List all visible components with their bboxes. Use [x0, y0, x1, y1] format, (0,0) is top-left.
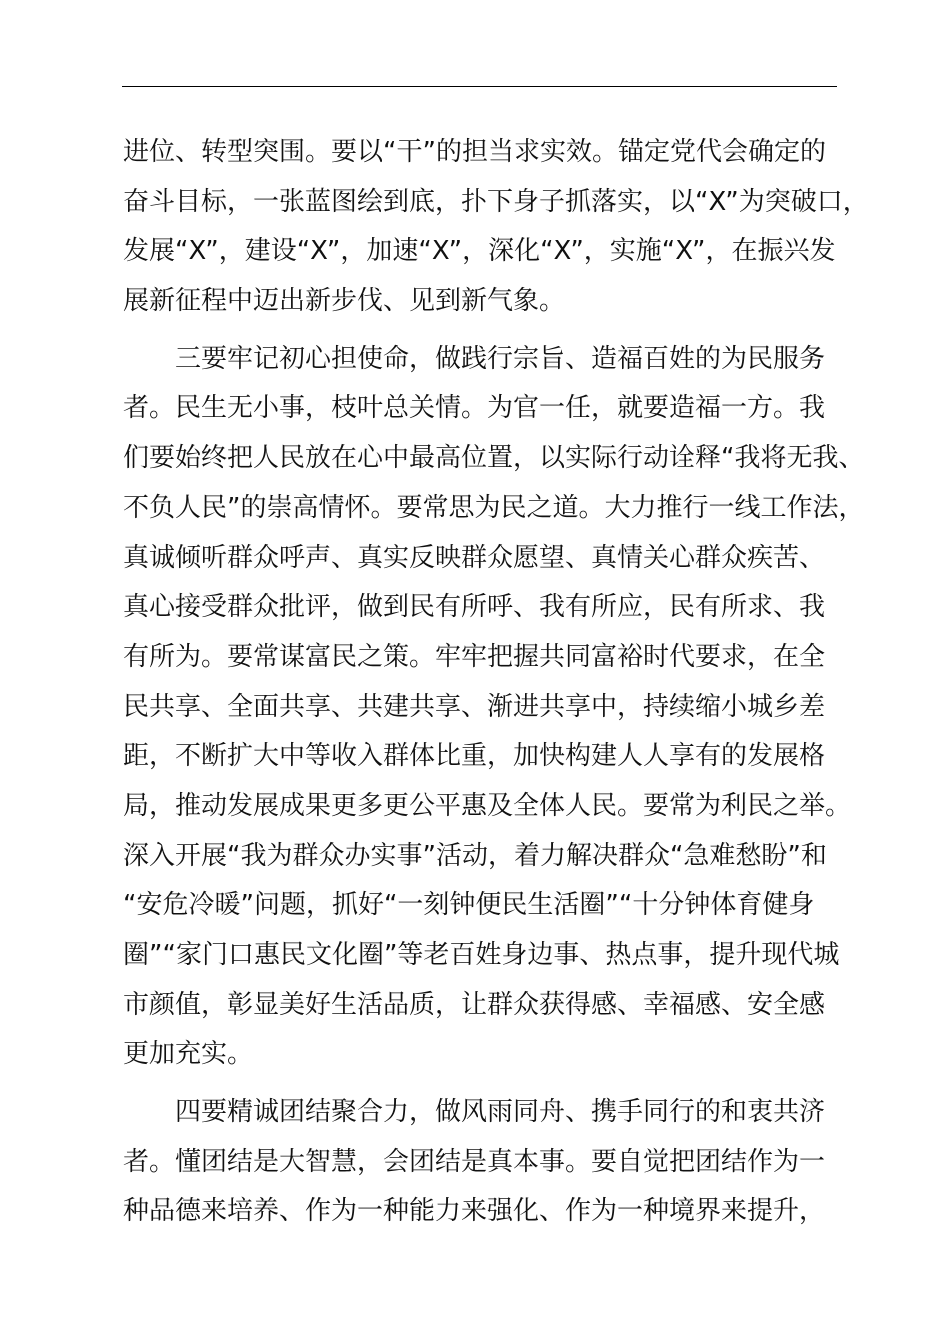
text-line: 四要精诚团结聚合力，做风雨同舟、携手同行的和衷共济	[123, 1097, 826, 1128]
text-line: 圈”“家门口惠民文化圈”等老百姓身边事、热点事，提升现代城	[123, 940, 840, 970]
text-line: 者。懂团结是大智慧，会团结是真本事。要自觉把团结作为一	[123, 1146, 826, 1177]
text-line: 们要始终把人民放在心中最高位置，以实际行动诠释“我将无我、	[123, 443, 865, 474]
text-line: “安危冷暖”问题，抓好“一刻钟便民生活圈”“十分钟体育健身	[123, 890, 815, 921]
text-line: 真诚倾听群众呼声、真实反映群众愿望、真情关心群众疾苦、	[123, 542, 826, 573]
paragraph-three	[123, 335, 865, 1080]
paragraph-continuation	[123, 128, 869, 327]
text-line: 不负人民”的崇高情怀。要常思为民之道。大力推行一线工作法，	[123, 492, 865, 523]
paragraph-gap	[123, 327, 843, 335]
text-line: 进位、转型突围。要以“干”的担当求实效。锚定党代会确定的	[123, 137, 826, 167]
text-line: 民共享、全面共享、共建共享、渐进共享中，持续缩小城乡差	[123, 691, 826, 722]
text-line: 更加充实。	[123, 1039, 254, 1070]
text-line: 三要牢记初心担使命，做践行宗旨、造福百姓的为民服务	[123, 343, 826, 374]
text-line: 者。民生无小事，枝叶总关情。为官一任，就要造福一方。我	[123, 393, 826, 424]
document-body	[123, 128, 869, 1237]
text-line: 有所为。要常谋富民之策。牢牢把握共同富裕时代要求，在全	[123, 641, 826, 672]
text-line: 局，推动发展成果更多更公平惠及全体人民。要常为利民之举。	[123, 790, 852, 821]
text-line: 奋斗目标，一张蓝图绘到底，扑下身子抓落实，以“X”为突破口，	[123, 186, 869, 217]
text-line: 种品德来培养、作为一种能力来强化、作为一种境界来提升，	[123, 1196, 826, 1227]
paragraph-gap	[123, 1080, 843, 1088]
text-line: 距，不断扩大中等收入群体比重，加快构建人人享有的发展格	[123, 741, 826, 772]
text-line: 深入开展“我为群众办实事”活动，着力解决群众“急难愁盼”和	[123, 840, 827, 871]
text-line: 真心接受群众批评，做到民有所呼、我有所应，民有所求、我	[123, 592, 826, 623]
header-rule	[122, 86, 837, 87]
text-line: 发展“X”，建设“X”，加速“X”，深化“X”，实施“X”，在振兴发	[123, 236, 836, 267]
text-line: 市颜值，彰显美好生活品质，让群众获得感、幸福感、安全感	[123, 989, 826, 1020]
paragraph-four	[123, 1088, 843, 1237]
text-line: 展新征程中迈出新步伐、见到新气象。	[123, 286, 566, 317]
